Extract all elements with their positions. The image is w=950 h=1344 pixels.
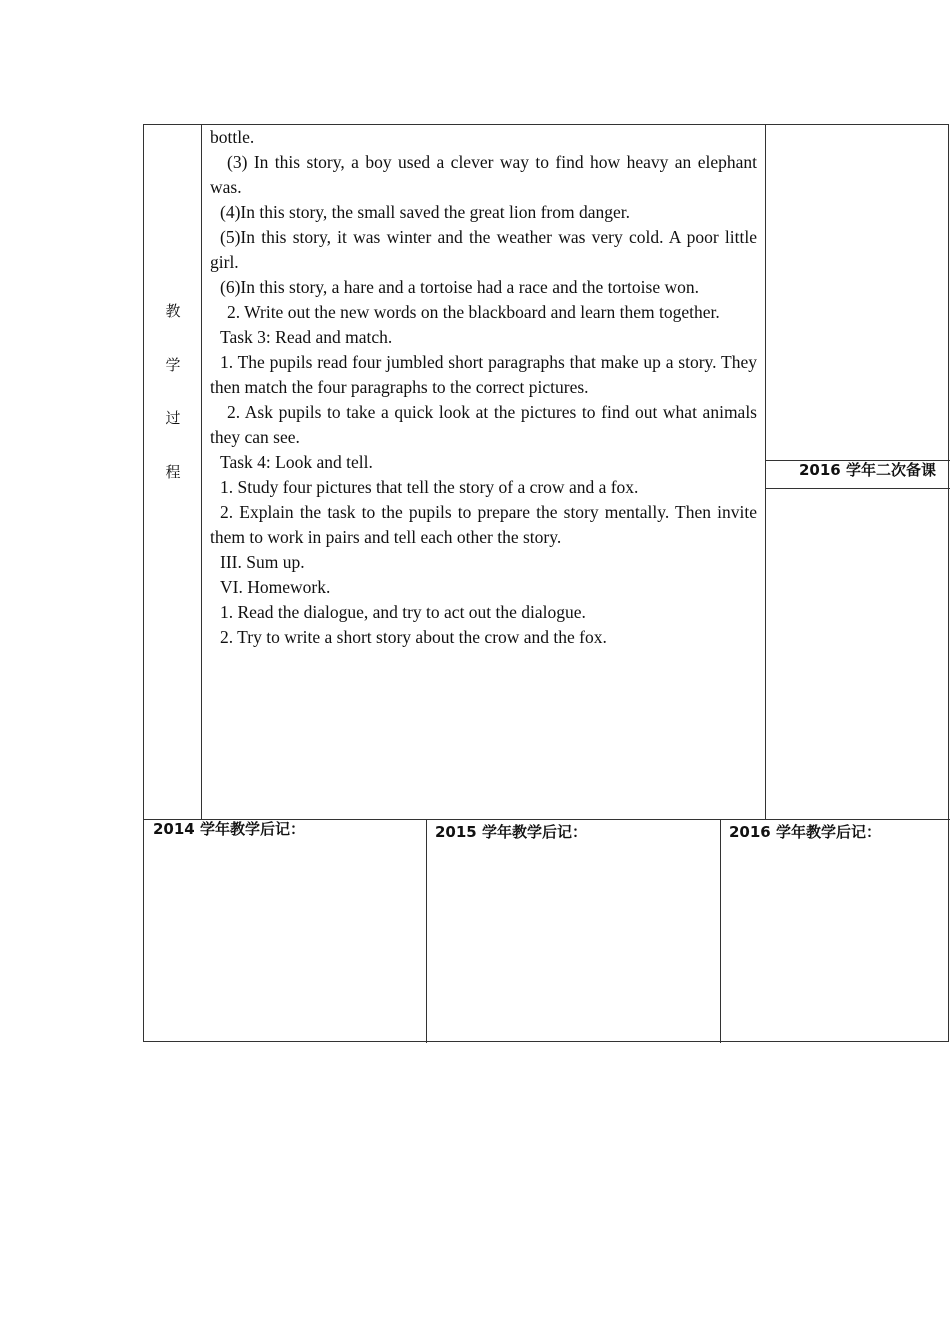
second-prep-title: 2016 学年二次备课 [799,461,936,479]
content-line: 2. Try to write a short story about the crow and the fox. [220,627,607,647]
content-line: Task 3: Read and match. [220,327,393,347]
content-line: 1. Study four pictures that tell the story of a crow and a fox. [220,477,639,497]
content-line: 1. Read the dialogue, and try to act out the dialogue. [220,602,586,622]
side-char: 学 [165,355,181,374]
content-line: (6)In this story, a hare and a tortoise had a race and the tortoise won. [220,277,699,297]
notes-2014-title: 2014 学年教学后记： [153,820,305,838]
content-line: 2. Ask pupils to take a quick look at the pictures to find out what animals they can see. [210,402,757,447]
side-char: 程 [165,462,181,481]
content-line: (4)In this story, the small saved the great lion from danger. [220,202,631,222]
right-column-rule-bottom [766,488,950,489]
content-line: 1. The pupils read four jumbled short paragraphs that make up a story. They then match the four paragraphs to the correct pictures. [210,352,757,397]
side-char: 教 [165,302,181,320]
content-line: III. Sum up. [220,552,305,572]
lesson-content [210,125,757,650]
lesson-plan-table [143,124,949,1042]
notes-2015-title: 2015 学年教学后记： [435,823,587,841]
content-line: (5)In this story, it was winter and the weather was very cold. A poor little girl. [210,227,757,272]
right-column-divider [765,125,766,819]
content-line: 2. Write out the new words on the blackboard and learn them together. [227,302,720,322]
teaching-process-label [144,285,202,499]
content-line: bottle. [210,127,255,147]
notes-divider-1 [426,820,427,1043]
content-line: (3) In this story, a boy used a clever way to find how heavy an elephant was. [210,152,757,197]
content-line: 2. Explain the task to the pupils to prepare the story mentally. Then invite them to work in pairs and tell each other the story. [210,502,757,547]
side-char: 过 [165,409,181,427]
content-line: VI. Homework. [220,577,331,597]
notes-2016-title: 2016 学年教学后记： [729,823,881,841]
notes-divider-2 [720,820,721,1043]
content-line: Task 4: Look and tell. [220,452,373,472]
